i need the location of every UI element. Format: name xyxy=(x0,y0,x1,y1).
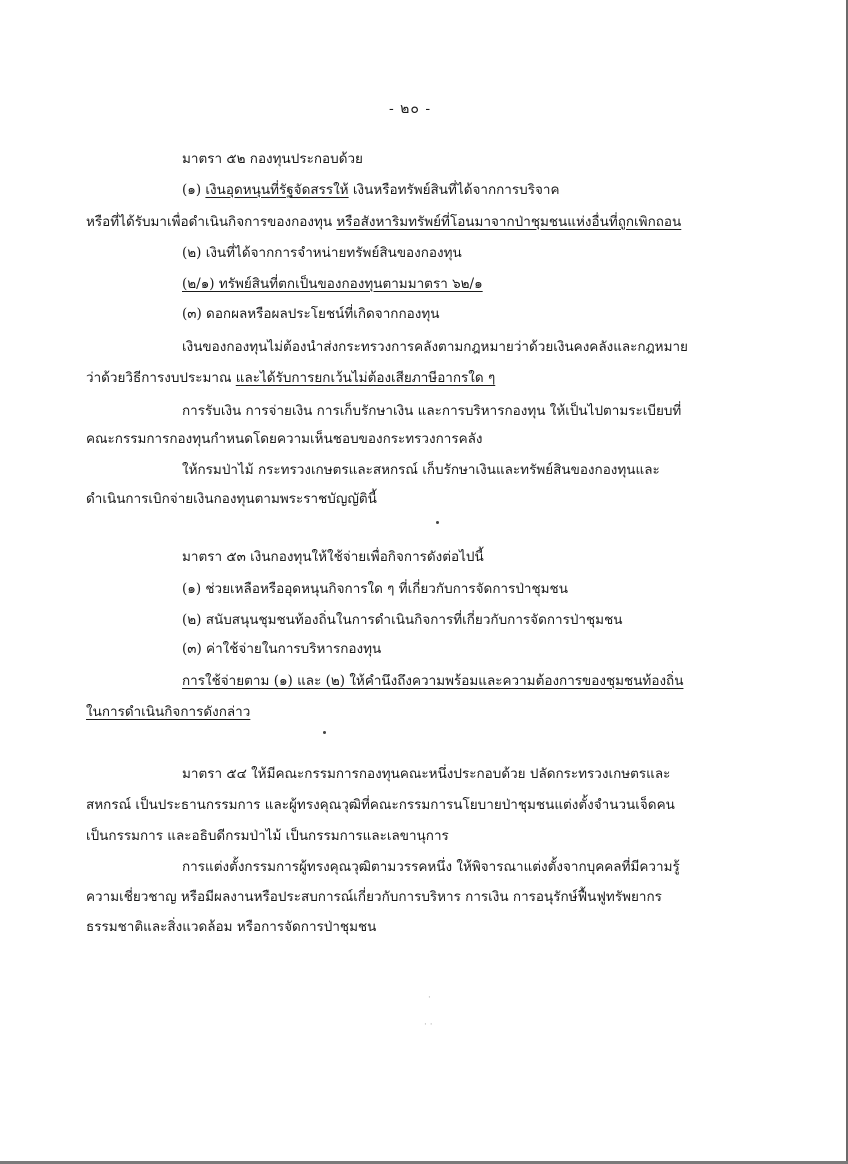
scan-speck: · xyxy=(428,993,431,1003)
paragraph-line: ให้กรมป่าไม้ กระทรวงเกษตรและสหกรณ์ เก็บรักษาเงินและทรัพย์สินของกองทุนและ xyxy=(182,462,660,478)
section-52-item-1 xyxy=(182,181,559,199)
underlined-amendment: และได้รับการยกเว้นไม่ต้องเสียภาษีอากรใด ๆ xyxy=(235,370,496,386)
section-53-item-2: (๒) สนับสนุนชุมชนท้องถิ่นในการดำเนินกิจการที่เกี่ยวกับการจัดการป่าชุมชน xyxy=(182,612,623,628)
section-52-item-2-1: (๒/๑) ทรัพย์สินที่ตกเป็นของกองทุนตามมาตรา ๖๒/๑ xyxy=(182,276,483,292)
item-text: หรือที่ได้รับมาเพื่อดำเนินกิจการของกองทุน xyxy=(86,214,337,230)
underlined-amendment: ในการดำเนินกิจการดังกล่าว xyxy=(86,704,251,720)
section-52-item-1-continued xyxy=(86,213,681,231)
item-number: (๑) xyxy=(182,182,206,198)
section-53-heading: มาตรา ๕๓ เงินกองทุนให้ใช้จ่ายเพื่อกิจการดังต่อไปนี้ xyxy=(182,549,484,565)
section-52-item-2: (๒) เงินที่ได้จากการจำหน่ายทรัพย์สินของกองทุน xyxy=(182,245,462,261)
section-52-heading: มาตรา ๕๒ กองทุนประกอบด้วย xyxy=(182,151,363,167)
underlined-amendment: หรือสังหาริมทรัพย์ที่โอนมาจากป่าชุมชนแห่งอื่นที่ถูกเพิกถอน xyxy=(336,214,682,230)
paragraph-line: สหกรณ์ เป็นประธานกรรมการ และผู้ทรงคุณวุฒิที่คณะกรรมการนโยบายป่าชุมชนแต่งตั้งจำนวนเจ็ดคน xyxy=(86,797,675,813)
paragraph-line: เป็นกรรมการ และอธิบดีกรมป่าไม้ เป็นกรรมการและเลขานุการ xyxy=(86,828,449,844)
paragraph-line: การรับเงิน การจ่ายเงิน การเก็บรักษาเงิน และการบริหารกองทุน ให้เป็นไปตามระเบียบที่ xyxy=(182,403,682,419)
item-text: เงินหรือทรัพย์สินที่ได้จากการบริจาค xyxy=(348,182,560,198)
paragraph-line: เงินของกองทุนไม่ต้องนำส่งกระทรวงการคลังตามกฎหมายว่าด้วยเงินคงคลังและกฎหมาย xyxy=(182,339,688,355)
page-number: - ๒๐ - xyxy=(389,101,432,117)
paragraph-line: การแต่งตั้งกรรมการผู้ทรงคุณวุฒิตามวรรคหนึ่ง ให้พิจารณาแต่งตั้งจากบุคคลที่มีความรู้ xyxy=(182,859,680,875)
scan-speck: · · xyxy=(424,1020,433,1030)
paragraph-line: ความเชี่ยวชาญ หรือมีผลงานหรือประสบการณ์เกี่ยวกับการบริหาร การเงิน การอนุรักษ์ฟื้นฟูทรัพยากร xyxy=(86,889,662,905)
paragraph-line: คณะกรรมการกองทุนกำหนดโดยความเห็นชอบของกระทรวงการคลัง xyxy=(86,431,483,447)
underlined-amendment: เงินอุดหนุนที่รัฐจัดสรรให้ xyxy=(205,182,349,198)
section-53-item-1: (๑) ช่วยเหลือหรืออุดหนุนกิจการใด ๆ ที่เกี่ยวกับการจัดการป่าชุมชน xyxy=(182,581,568,597)
section-52-item-3: (๓) ดอกผลหรือผลประโยชน์ที่เกิดจากกองทุน xyxy=(182,306,440,322)
underlined-amendment: การใช้จ่ายตาม (๑) และ (๒) ให้คำนึงถึงความพร้อมและความต้องการของชุมชนท้องถิ่น xyxy=(182,673,684,689)
paragraph-line: ธรรมชาติและสิ่งแวดล้อม หรือการจัดการป่าชุมชน xyxy=(86,919,377,935)
line-text: ว่าด้วยวิธีการงบประมาณ xyxy=(86,370,236,386)
paragraph-line xyxy=(86,369,495,387)
scan-speck xyxy=(323,731,326,734)
scan-speck xyxy=(436,521,439,524)
paragraph-line: ดำเนินการเบิกจ่ายเงินกองทุนตามพระราชบัญญัตินี้ xyxy=(86,491,377,507)
section-54-heading: มาตรา ๕๔ ให้มีคณะกรรมการกองทุนคณะหนึ่งประกอบด้วย ปลัดกระทรวงเกษตรและ xyxy=(182,766,671,782)
section-53-item-3: (๓) ค่าใช้จ่ายในการบริหารกองทุน xyxy=(182,641,382,657)
